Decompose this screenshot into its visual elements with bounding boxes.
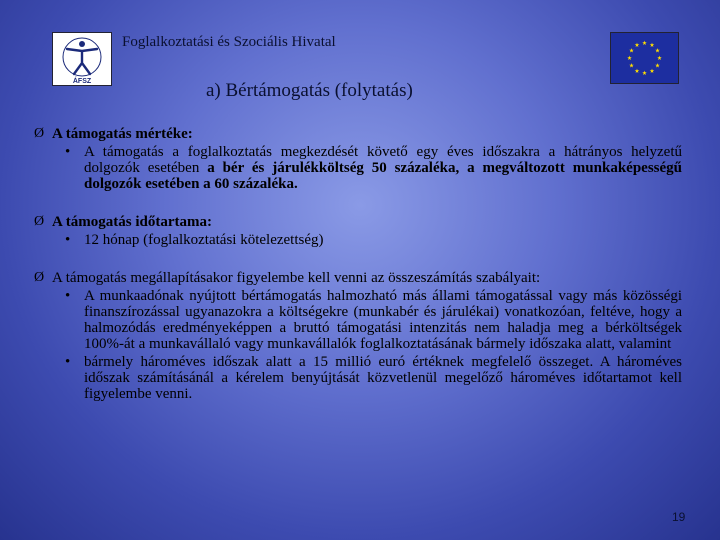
- eu-star-icon: [642, 41, 647, 45]
- arrow-bullet-icon: Ø: [34, 270, 45, 285]
- eu-star-icon: [655, 63, 660, 67]
- slide-title: a) Bértámogatás (folytatás): [206, 80, 413, 101]
- section-heading: A támogatás mértéke:: [52, 126, 193, 142]
- page-number: 19: [672, 510, 686, 524]
- list-item: [52, 232, 682, 248]
- eu-flag-icon: [610, 32, 679, 84]
- arrow-bullet-icon: Ø: [34, 214, 45, 229]
- section-heading: A támogatás időtartama:: [52, 214, 212, 230]
- eu-star-icon: [629, 63, 634, 67]
- eu-star-icon: [650, 43, 655, 47]
- logo-text: ÁFSZ: [72, 78, 92, 85]
- bullet-icon: •: [65, 144, 71, 160]
- bullet-text: bármely hároméves időszak alatt a 15 millió euró értéknek megfelelő összeget. A hároméves időszak számításánál a kérelem benyújtását közvetlenül megelőző hároméves időtartamot kell figyelembe venni.: [84, 354, 682, 402]
- arrow-bullet-icon: Ø: [34, 126, 45, 141]
- eu-star-icon: [635, 43, 640, 47]
- slide-content: [34, 126, 682, 424]
- bullet-icon: •: [65, 232, 71, 248]
- list-item: [52, 288, 682, 352]
- section-duration: [34, 214, 682, 248]
- organization-name: Foglalkoztatási és Szociális Hivatal: [122, 34, 336, 50]
- eu-star-icon: [627, 56, 632, 60]
- bullet-text: A munkaadónak nyújtott bértámogatás halmozható más állami támogatással vagy más közösségi finanszírozással ugyanazokra a költségekre (munkabér és járulékai) vonatkozóan, feltéve, hogy a halmozódás eredményeképpen a bruttó támogatási intenzitás nem haladja meg a bérköltségek 100%-át a munkavállaló vagy munkavállalók foglalkoztatásának bármely időszaka alatt, valamint: [84, 288, 682, 352]
- bullet-text: A támogatás a foglalkoztatás megkezdését követő egy éves időszakra a hátrányos helyzetű dolgozók esetében: [84, 144, 682, 176]
- bullet-icon: •: [65, 288, 71, 304]
- list-item: [52, 144, 682, 192]
- eu-star-icon: [655, 48, 660, 52]
- afsz-logo-icon: [52, 32, 112, 86]
- eu-star-icon: [650, 69, 655, 73]
- eu-star-icon: [657, 56, 662, 60]
- eu-star-icon: [629, 48, 634, 52]
- eu-star-icon: [642, 71, 647, 75]
- list-item: [52, 354, 682, 402]
- eu-star-icon: [635, 69, 640, 73]
- section-heading: A támogatás megállapításakor figyelembe kell venni az összeszámítás szabályait:: [52, 270, 541, 286]
- bullet-icon: •: [65, 354, 71, 370]
- section-cumulation: [34, 270, 682, 402]
- bullet-text: 12 hónap (foglalkoztatási kötelezettség): [84, 232, 324, 248]
- bullet-text-bold: a bér és járulékköltség 50 százaléka, a megváltozott munkaképességű dolgozók esetében a 60 százaléka.: [84, 160, 682, 192]
- section-rate: [34, 126, 682, 192]
